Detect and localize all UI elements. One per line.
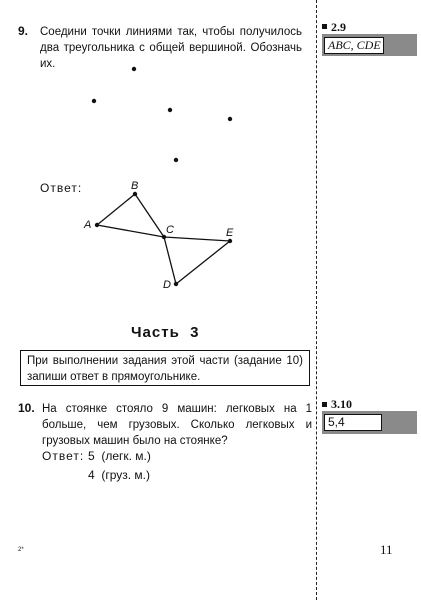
point-b bbox=[133, 192, 137, 196]
sidebar-marker-10 bbox=[322, 402, 327, 407]
label-b: B bbox=[131, 180, 139, 192]
task-9-text: Соедини точки линиями так, чтобы получилось два треугольника с общей вершиной. Обозначь их. bbox=[40, 26, 302, 70]
task-10-answer-label: Ответ: bbox=[42, 449, 85, 463]
sidebar-code-10: 3.10 bbox=[331, 397, 352, 411]
label-a: A bbox=[84, 219, 92, 231]
label-d: D bbox=[163, 279, 171, 291]
point-d bbox=[174, 282, 178, 286]
task-10-text: На стоянке стояло 9 машин: легковых на 1 больше, чем грузовых. Сколько легковых и грузовых машин было на стоянке? bbox=[42, 403, 312, 447]
sidebar-code-9: 2.9 bbox=[331, 20, 346, 34]
task-10-number: 10. bbox=[18, 401, 35, 415]
section-title: Часть 3 bbox=[131, 324, 200, 341]
point-e bbox=[228, 239, 232, 243]
label-c: C bbox=[166, 224, 174, 236]
sidebar-marker-9 bbox=[322, 24, 327, 29]
task-9-number: 9. bbox=[18, 24, 29, 38]
task-10-answer-line-2: 4 (груз. м.) bbox=[88, 468, 151, 482]
margin-divider bbox=[316, 0, 317, 600]
dot bbox=[168, 108, 172, 112]
triangle-cde bbox=[164, 237, 230, 284]
label-e: E bbox=[226, 227, 234, 239]
point-a bbox=[95, 223, 99, 227]
dot bbox=[174, 158, 178, 162]
task-9-answer-label: Ответ: bbox=[40, 181, 83, 195]
triangles-diagram bbox=[0, 175, 316, 305]
instruction-box: При выполнении задания этой части (задание 10) запиши ответ в прямоугольнике. bbox=[20, 350, 310, 386]
task-10-answer-line-1: 5 (легк. м.) bbox=[88, 449, 151, 463]
dot bbox=[228, 117, 232, 121]
dot bbox=[92, 99, 96, 103]
sidebar-answer-10: 5,4 bbox=[324, 414, 382, 431]
task-9-dots bbox=[0, 0, 316, 180]
corner-mark: 2* bbox=[18, 547, 24, 553]
triangle-abc bbox=[97, 194, 164, 237]
sidebar-answer-9: ABC, CDE bbox=[324, 37, 384, 54]
dot bbox=[132, 67, 136, 71]
page-number: 11 bbox=[380, 542, 393, 557]
